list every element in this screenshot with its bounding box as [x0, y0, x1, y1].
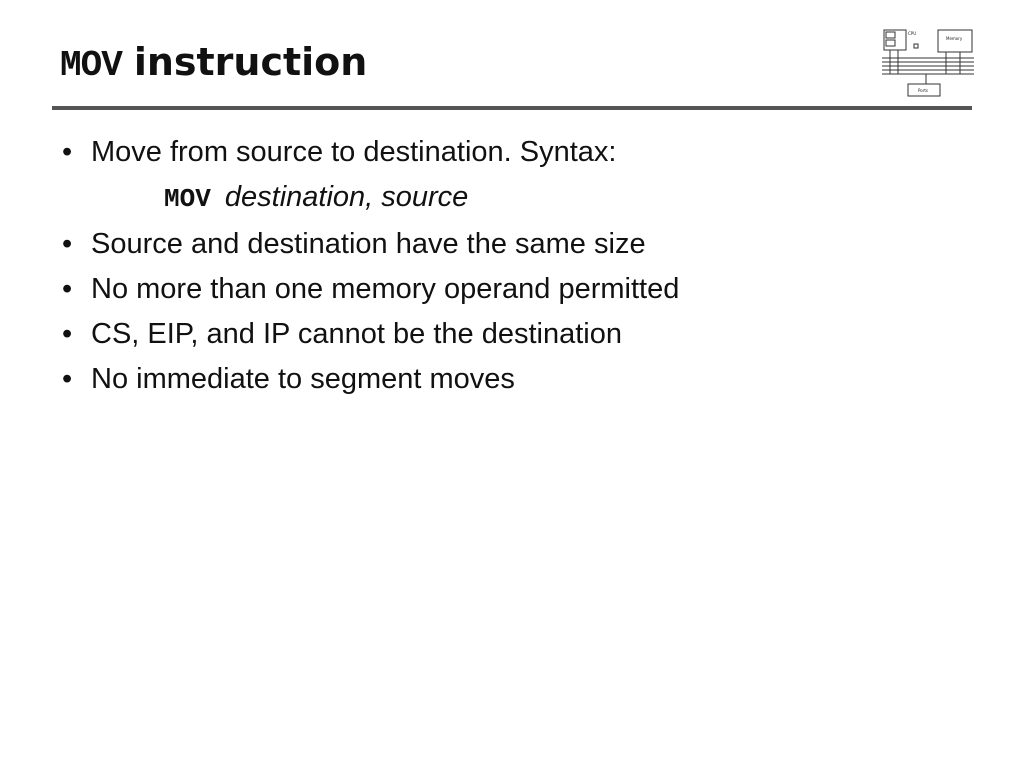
title-text: instruction [133, 40, 368, 84]
logo-ports-label: Ports [918, 88, 929, 93]
bullet-text: No immediate to segment moves [91, 363, 515, 395]
title-code: MOV [60, 45, 122, 86]
bullet-text: CS, EIP, and IP cannot be the destination [91, 318, 622, 350]
bullet-text: No more than one memory operand permitted [91, 273, 680, 305]
list-item [60, 267, 960, 312]
syntax-code: MOV [164, 184, 211, 214]
syntax-line [60, 175, 960, 222]
computer-architecture-diagram-icon [880, 26, 976, 98]
bullet-list [60, 130, 960, 402]
bullet-text: Move from source to destination. Syntax: [91, 136, 617, 168]
bullet-text: Source and destination have the same size [91, 228, 646, 260]
title-divider [52, 106, 972, 110]
list-item [60, 222, 960, 267]
list-item [60, 312, 960, 357]
slide-title [60, 40, 367, 96]
logo-memory-label: Memory [946, 36, 963, 41]
bullet-marker: • [62, 318, 73, 350]
bullet-marker: • [62, 273, 73, 305]
bullet-marker: • [62, 228, 73, 260]
list-item [60, 130, 960, 175]
list-item [60, 357, 960, 402]
bullet-marker: • [62, 136, 73, 168]
bullet-marker: • [62, 363, 73, 395]
syntax-args: destination, source [224, 181, 469, 213]
logo-cpu-label: CPU [908, 31, 917, 36]
